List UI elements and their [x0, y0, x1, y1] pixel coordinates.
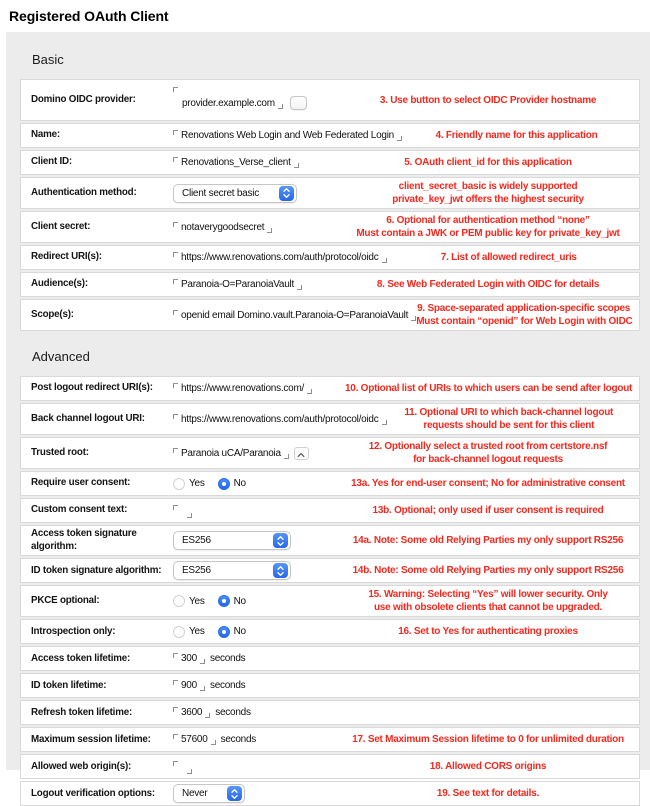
row-id-token-signature-algorithm [20, 558, 640, 583]
select-value: Never [182, 788, 208, 800]
radio-label: No [233, 478, 246, 489]
field-label: Access token signature algorithm: [31, 528, 137, 552]
annotation-line: client_secret_basic is widely supported [398, 181, 578, 192]
field-marker-close-icon [205, 713, 210, 718]
field-value: Renovations_Verse_client [181, 157, 291, 168]
field-marker-open-icon [173, 279, 178, 284]
row-scope-s [20, 299, 640, 331]
annotation-note [416, 302, 631, 328]
annotation-note [345, 477, 631, 490]
scope-s-field[interactable] [173, 310, 416, 321]
select-stepper-icon [273, 563, 288, 578]
select-value: ES256 [182, 565, 211, 577]
access-token-signature-algorithm-select[interactable] [173, 531, 291, 550]
id-token-signature-algorithm-select[interactable] [173, 561, 291, 580]
field-suffix: seconds [209, 680, 246, 692]
field-marker-close-icon [307, 389, 312, 394]
annotation-note [345, 180, 631, 206]
annotation-line: Must contain a JWK or PEM public key for private_key_jwt [356, 228, 620, 239]
annotation-line: 8. See Web Federated Login with OIDC for details [376, 279, 600, 290]
back-channel-logout-uri-field[interactable] [173, 414, 387, 425]
annotation-note [402, 129, 631, 142]
field-marker-close-icon [278, 104, 283, 109]
redirect-uri-s-field[interactable] [173, 252, 387, 263]
annotation-note [345, 564, 631, 577]
field-label: Name: [31, 129, 60, 141]
annotation-line: 5. OAuth client_id for this application [404, 157, 572, 168]
maximum-session-lifetime-field[interactable] [173, 734, 345, 745]
row-domino-oidc-provider [20, 79, 640, 121]
window-header [0, 0, 650, 32]
annotation-line: 4. Friendly name for this application [435, 130, 598, 141]
audience-s-field[interactable] [173, 279, 345, 290]
radio-label: No [233, 595, 246, 607]
field-marker-close-icon [382, 258, 387, 263]
field-label: ID token signature algorithm: [31, 564, 162, 576]
field-value: https://www.renovations.com/auth/protocol/oidc [181, 413, 379, 425]
field-marker-close-icon [211, 740, 216, 745]
annotation-note [345, 588, 631, 614]
trusted-root-picker-button[interactable] [294, 447, 309, 460]
id-token-signature-algorithm-field-area [173, 561, 345, 580]
field-value: Renovations Web Login and Web Federated Login [181, 130, 394, 141]
field-marker-open-icon [173, 734, 178, 739]
section-title-basic: Basic [32, 52, 64, 67]
annotation-line: 14b. Note: Some old Relying Parties my only support RS256 [352, 565, 624, 577]
authentication-method-select[interactable] [173, 184, 297, 203]
field-value: provider.example.com [182, 97, 275, 109]
section-title-advanced: Advanced [32, 349, 90, 364]
annotation-line: use with obsolete clients that cannot be upgraded. [373, 602, 603, 614]
row-require-user-consent [20, 471, 640, 496]
field-marker-open-icon [173, 680, 178, 685]
post-logout-redirect-uri-s-field[interactable] [173, 383, 345, 394]
row-id-token-lifetime [20, 673, 640, 698]
radio-label: Yes [189, 626, 205, 638]
form-panel [6, 32, 650, 800]
field-marker-open-icon [173, 448, 178, 453]
annotation-line: 7. List of allowed redirect_uris [440, 252, 577, 263]
annotation-line: 13a. Yes for end-user consent; No for administrative consent [351, 478, 625, 489]
field-value: 3600 [181, 707, 203, 719]
row-pkce-optional [20, 585, 640, 617]
field-label: Access token lifetime: [31, 652, 131, 664]
page-title: Registered OAuth Client [9, 8, 169, 24]
field-label: Allowed web origin(s): [31, 760, 132, 772]
annotation-note [345, 733, 631, 746]
introspection-only-radio-group [173, 626, 246, 638]
refresh-token-lifetime-field[interactable] [173, 707, 345, 718]
field-marker-close-icon [294, 163, 299, 168]
field-label: Audience(s): [31, 278, 88, 290]
row-client-secret [20, 211, 640, 243]
field-label: Logout verification options: [31, 787, 155, 799]
id-token-lifetime-field[interactable] [173, 680, 345, 691]
field-marker-open-icon [173, 252, 178, 257]
field-marker-open-icon [173, 653, 178, 658]
radio-unselected-icon [173, 478, 185, 490]
annotation-line: 19. See text for details. [436, 788, 540, 800]
annotation-note [345, 278, 631, 291]
pkce-optional-radio-group [173, 595, 246, 607]
annotation-line: requests should be sent for this client [423, 420, 595, 431]
field-marker-close-icon [200, 686, 205, 691]
row-client-id [20, 150, 640, 175]
require-user-consent-radio-no[interactable] [218, 478, 246, 490]
row-allowed-web-origin-s [20, 754, 640, 779]
annotation-note [345, 156, 631, 169]
annotation-note [345, 787, 631, 800]
radio-label: No [233, 626, 246, 638]
row-access-token-lifetime [20, 646, 640, 671]
annotation-line: 14a. Note: Some old Relying Parties my only support RS256 [352, 535, 624, 547]
annotation-note [345, 440, 631, 466]
row-name [20, 123, 640, 148]
field-label: Domino OIDC provider: [31, 93, 136, 105]
field-label: Require user consent: [31, 477, 131, 489]
domino-oidc-provider-field[interactable] [173, 87, 345, 113]
radio-label: Yes [189, 478, 205, 489]
row-custom-consent-text [20, 498, 640, 523]
field-label: Post logout redirect URI(s): [31, 382, 153, 394]
annotation-line: 12. Optionally select a trusted root from certstore.nsf [368, 441, 608, 452]
field-value: Paranoia-O=ParanoiaVault [181, 279, 295, 290]
row-redirect-uri-s [20, 245, 640, 270]
annotation-line: for back-channel logout requests [413, 454, 563, 465]
select-value: ES256 [182, 535, 211, 547]
field-marker-open-icon [173, 222, 178, 227]
annotation-note [345, 504, 631, 517]
field-value: 300 [181, 653, 197, 665]
field-value: openid email Domino.vault.Paranoia-O=ParanoiaVault [181, 309, 409, 321]
radio-unselected-icon [173, 626, 185, 638]
annotation-line: 17. Set Maximum Session lifetime to 0 for unlimited duration [352, 734, 624, 746]
field-marker-open-icon [173, 383, 178, 388]
select-stepper-icon [227, 786, 242, 801]
field-marker-close-icon [284, 454, 289, 459]
annotation-note [345, 760, 631, 773]
row-audience-s [20, 272, 640, 297]
field-label: Refresh token lifetime: [31, 706, 133, 718]
pkce-optional-radio-no[interactable] [218, 595, 246, 607]
annotation-line: 6. Optional for authentication method “none” [386, 215, 590, 226]
row-trusted-root [20, 437, 640, 469]
field-label: ID token lifetime: [31, 679, 107, 691]
annotation-note [387, 251, 632, 264]
chevron-up-icon [297, 446, 305, 461]
radio-unselected-icon [173, 595, 185, 607]
field-label: Trusted root: [31, 446, 89, 458]
row-back-channel-logout-uri [20, 403, 640, 435]
field-marker-close-icon [297, 285, 302, 290]
logout-verification-options-select[interactable] [173, 784, 245, 803]
require-user-consent-radio-group [173, 478, 246, 490]
field-value-line [173, 96, 307, 110]
pkce-optional-radio-yes[interactable] [173, 595, 205, 607]
field-value: 900 [181, 680, 197, 692]
annotation-line: 9. Space-separated application-specific scopes [417, 303, 631, 314]
provider-picker-button[interactable] [290, 96, 307, 110]
require-user-consent-field-area [173, 478, 345, 490]
field-marker-open-icon [173, 505, 178, 510]
client-secret-field[interactable] [173, 222, 345, 233]
client-id-field[interactable] [173, 157, 345, 168]
trusted-root-field[interactable] [173, 447, 345, 460]
row-maximum-session-lifetime [20, 727, 640, 752]
field-marker-open-icon [173, 761, 178, 766]
annotation-line: 3. Use button to select OIDC Provider hostname [379, 94, 597, 106]
field-label: Back channel logout URI: [31, 412, 145, 424]
section-rows-basic [20, 79, 640, 331]
field-label: Client secret: [31, 220, 91, 232]
field-suffix: seconds [220, 734, 257, 746]
field-value: https://www.renovations.com/ [181, 383, 305, 394]
field-marker-close-icon [411, 316, 416, 321]
field-label: Maximum session lifetime: [31, 733, 151, 745]
name-field[interactable] [173, 130, 402, 141]
pkce-optional-field-area [173, 595, 345, 607]
row-introspection-only [20, 619, 640, 644]
field-label: Introspection only: [31, 625, 116, 637]
radio-selected-icon [218, 595, 230, 607]
field-marker-open-icon [173, 130, 178, 135]
annotation-note [345, 382, 631, 395]
access-token-lifetime-field[interactable] [173, 653, 345, 664]
field-suffix: seconds [215, 707, 251, 719]
logout-verification-options-field-area [173, 784, 345, 803]
annotation-line: 18. Allowed CORS origins [429, 761, 547, 773]
field-label: Custom consent text: [31, 504, 128, 516]
radio-label: Yes [189, 595, 205, 607]
annotation-note [387, 406, 632, 432]
section-rows-advanced [20, 376, 640, 806]
row-access-token-signature-algorithm [20, 525, 640, 556]
field-marker-open-icon [173, 310, 178, 315]
custom-consent-text-field[interactable] [173, 508, 345, 513]
field-suffix: seconds [209, 653, 246, 665]
field-marker-close-icon [200, 659, 205, 664]
field-label: Scope(s): [31, 308, 74, 320]
annotation-note [345, 625, 631, 638]
field-label: PKCE optional: [31, 595, 100, 607]
field-value: https://www.renovations.com/auth/protocol/oidc [181, 252, 379, 263]
annotation-note [345, 214, 631, 240]
annotation-line: Must contain “openid” for Web Login with OIDC [416, 316, 633, 327]
annotation-line: 16. Set to Yes for authenticating proxies [398, 626, 578, 638]
radio-selected-icon [218, 478, 230, 490]
row-refresh-token-lifetime [20, 700, 640, 725]
annotation-note [345, 94, 631, 107]
field-marker-close-icon [187, 513, 192, 518]
access-token-signature-algorithm-field-area [173, 531, 345, 550]
field-label: Client ID: [31, 156, 72, 168]
field-marker-close-icon [397, 136, 402, 141]
row-post-logout-redirect-uri-s [20, 376, 640, 401]
select-stepper-icon [273, 533, 288, 548]
field-value: 57600 [181, 734, 208, 746]
annotation-line: 15. Warning: Selecting “Yes” will lower security. Only [368, 589, 608, 601]
annotation-line: 11. Optional URI to which back-channel logout [404, 407, 614, 418]
select-value: Client secret basic [182, 187, 259, 199]
field-marker-close-icon [187, 769, 192, 774]
field-value: notaverygoodsecret [181, 221, 265, 233]
authentication-method-field-area [173, 184, 345, 203]
field-marker-open-icon [173, 414, 178, 419]
field-label: Authentication method: [31, 186, 137, 198]
introspection-only-radio-no[interactable] [218, 626, 246, 638]
row-authentication-method [20, 177, 640, 209]
annotation-line: 10. Optional list of URIs to which users can be send after logout [345, 383, 633, 394]
field-value: Paranoia uCA/Paranoia [181, 447, 281, 459]
require-user-consent-radio-yes[interactable] [173, 478, 205, 490]
allowed-web-origin-s-field[interactable] [173, 764, 345, 769]
field-marker-open-icon [173, 707, 178, 712]
introspection-only-field-area [173, 626, 345, 638]
annotation-note [345, 534, 631, 547]
row-logout-verification-options [20, 781, 640, 806]
select-stepper-icon [279, 186, 294, 201]
field-marker-open-icon [173, 157, 178, 162]
introspection-only-radio-yes[interactable] [173, 626, 205, 638]
annotation-line: private_key_jwt offers the highest security [392, 194, 584, 205]
field-label: Redirect URI(s): [31, 251, 102, 263]
field-marker-close-icon [267, 228, 272, 233]
field-marker-open-icon [173, 87, 178, 92]
field-marker-close-icon [382, 420, 387, 425]
radio-selected-icon [218, 626, 230, 638]
annotation-line: 13b. Optional; only used if user consent is required [372, 505, 604, 516]
